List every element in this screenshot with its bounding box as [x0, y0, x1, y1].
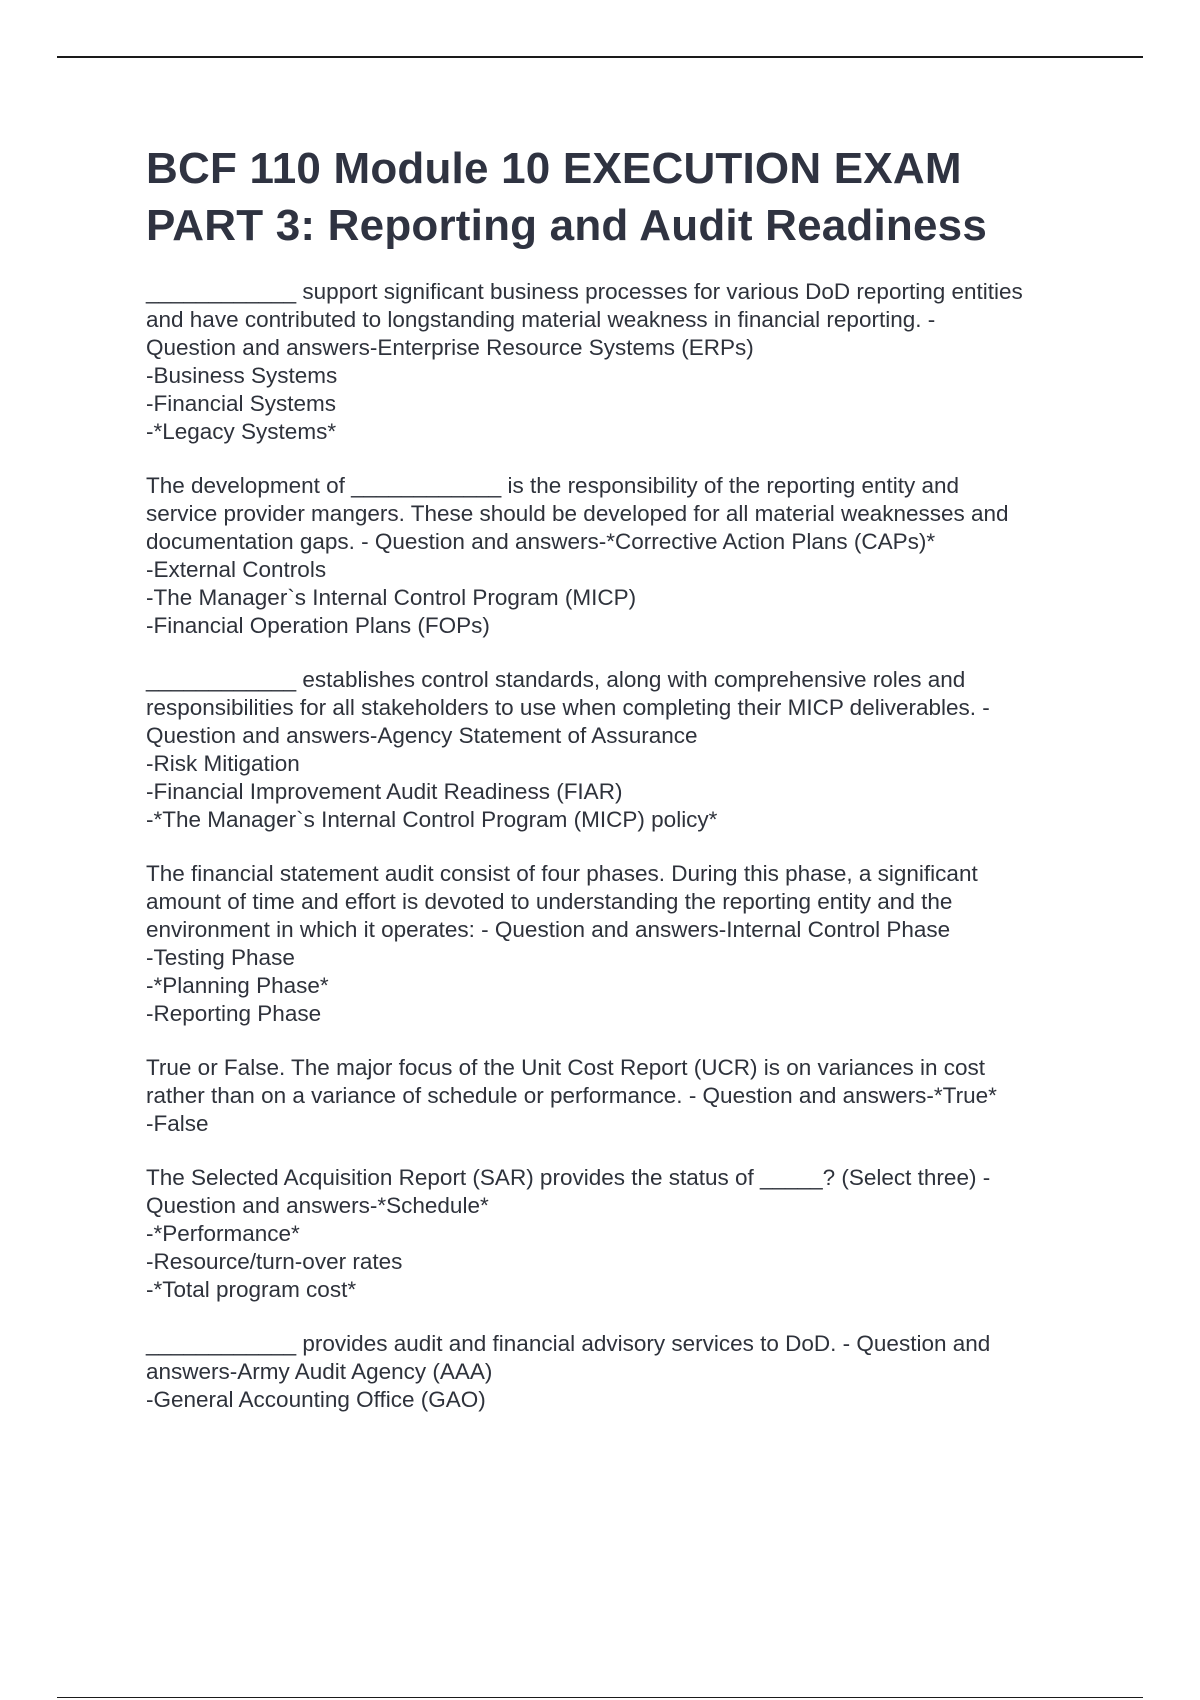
answer-option: -Reporting Phase: [146, 1001, 322, 1026]
answer-option: -Risk Mitigation: [146, 751, 300, 776]
document-title: [146, 140, 1106, 254]
question-line: Question and answers-*Schedule*: [146, 1193, 489, 1218]
document-body: [146, 140, 1106, 1440]
answer-option: -*Performance*: [146, 1221, 300, 1246]
question-line: and have contributed to longstanding material weakness in financial reporting. -: [146, 307, 936, 332]
answer-option: -General Accounting Office (GAO): [146, 1387, 486, 1412]
answer-option: -Business Systems: [146, 363, 338, 388]
question-line: Question and answers-Agency Statement of Assurance: [146, 723, 698, 748]
question-line: ____________ support significant business processes for various DoD reporting entities: [146, 279, 1023, 304]
question-line: amount of time and effort is devoted to understanding the reporting entity and the: [146, 889, 953, 914]
answer-option: -Financial Improvement Audit Readiness (FIAR): [146, 779, 623, 804]
question-line: The financial statement audit consist of four phases. During this phase, a significant: [146, 861, 978, 886]
bottom-divider: [57, 1697, 1143, 1698]
answer-option: -Financial Systems: [146, 391, 337, 416]
question-block: [146, 472, 1106, 640]
answer-option: -Financial Operation Plans (FOPs): [146, 613, 490, 638]
title-line-1: BCF 110 Module 10 EXECUTION EXAM: [146, 144, 962, 193]
question-line: The Selected Acquisition Report (SAR) provides the status of _____? (Select three) -: [146, 1165, 991, 1190]
question-line: rather than on a variance of schedule or performance. - Question and answers-*True*: [146, 1083, 997, 1108]
question-list: [146, 278, 1106, 1414]
answer-option: -Testing Phase: [146, 945, 295, 970]
answer-option: -External Controls: [146, 557, 327, 582]
question-block: [146, 1164, 1106, 1304]
question-block: [146, 278, 1106, 446]
answer-option: -*Legacy Systems*: [146, 419, 337, 444]
question-line: Question and answers-Enterprise Resource Systems (ERPs): [146, 335, 754, 360]
question-line: responsibilities for all stakeholders to use when completing their MICP deliverables. -: [146, 695, 990, 720]
question-block: [146, 860, 1106, 1028]
answer-option: -Resource/turn-over rates: [146, 1249, 403, 1274]
question-line: ____________ establishes control standards, along with comprehensive roles and: [146, 667, 966, 692]
question-block: [146, 666, 1106, 834]
question-line: service provider mangers. These should be developed for all material weaknesses and: [146, 501, 1009, 526]
title-line-2: PART 3: Reporting and Audit Readiness: [146, 201, 988, 250]
question-line: True or False. The major focus of the Unit Cost Report (UCR) is on variances in cost: [146, 1055, 986, 1080]
answer-option: -*The Manager`s Internal Control Program (MICP) policy*: [146, 807, 718, 832]
answer-option: -*Planning Phase*: [146, 973, 329, 998]
question-block: [146, 1330, 1106, 1414]
answer-option: -The Manager`s Internal Control Program (MICP): [146, 585, 637, 610]
question-line: ____________ provides audit and financial advisory services to DoD. - Question and: [146, 1331, 991, 1356]
question-line: documentation gaps. - Question and answers-*Corrective Action Plans (CAPs)*: [146, 529, 936, 554]
question-line: environment in which it operates: - Question and answers-Internal Control Phase: [146, 917, 951, 942]
answer-option: -*Total program cost*: [146, 1277, 357, 1302]
question-line: answers-Army Audit Agency (AAA): [146, 1359, 493, 1384]
top-divider: [57, 56, 1143, 58]
question-block: [146, 1054, 1106, 1138]
question-line: The development of ____________ is the responsibility of the reporting entity and: [146, 473, 960, 498]
answer-option: -False: [146, 1111, 209, 1136]
